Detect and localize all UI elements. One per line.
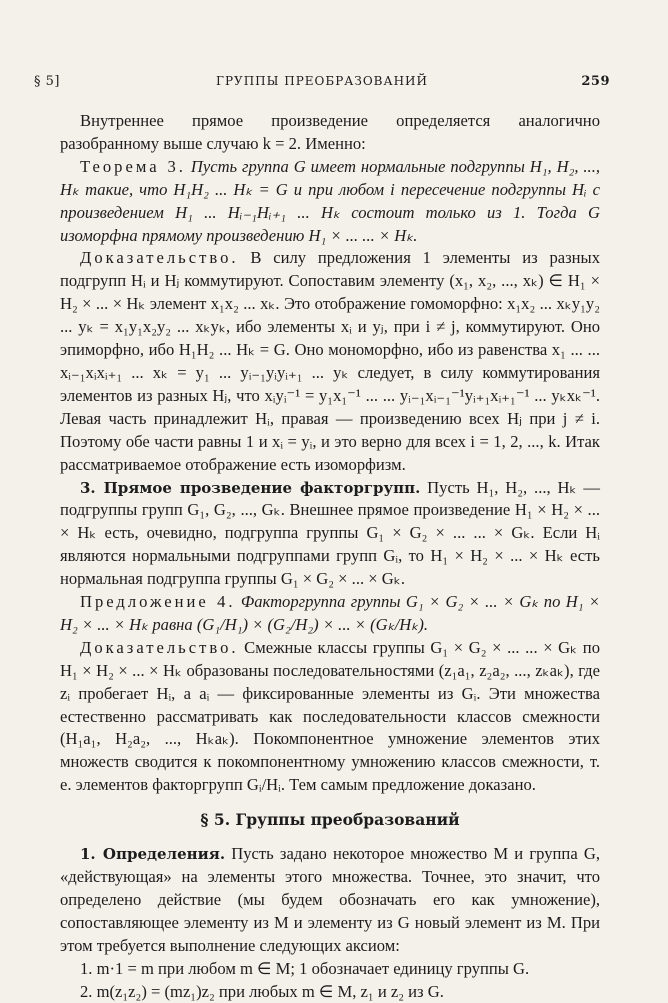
item-3-heading: 3. Прямое прозведение факторгрупп.: [80, 478, 421, 497]
section-mark: § 5]: [34, 74, 60, 89]
item-3: [60, 477, 600, 592]
page-body: [60, 110, 600, 1003]
proof-label: Доказательство.: [80, 248, 239, 268]
paragraph-intro: Внутреннее прямое произведение определяется аналогично разобранному выше случаю k = 2. Именно:: [60, 111, 600, 153]
running-header: [34, 74, 610, 94]
proof-theorem-3: [60, 247, 600, 476]
theorem-statement: Пусть группа G имеет нормальные подгруппы H₁, H₂, ..., Hₖ такие, что H₁H₂ ... Hₖ = G и при любом i пересечение подгруппы Hᵢ с произведением H₁ ... Hᵢ₋₁Hᵢ₊₁ ... Hₖ состоит только из 1. Тогда G изоморфна прямому произведению H₁ × ... ... × Hₖ.: [60, 156, 600, 245]
proposition-4: [60, 591, 600, 637]
axiom-2: 2. m(z₁z₂) = (mz₁)z₂ при любых m ∈ M, z₁ и z₂ из G.: [80, 981, 444, 1001]
theorem-label: Теорема 3.: [80, 156, 186, 176]
item-1-text: Пусть задано некоторое множество M и группа G, «действующая» на элементы этого множества. Точнее, это значит, что определено действие (мы будем обозначать его как умножение), сопоставляющее элементу из M и элементу из G новый элемент из M. При этом требуется выполнение следующих аксиом:: [60, 844, 601, 955]
proposition-label: Предложение 4.: [80, 592, 236, 612]
axiom-1: 1. m·1 = m при любом m ∈ M; 1 обозначает единицу группы G.: [80, 958, 530, 978]
theorem-3: [60, 156, 600, 248]
running-title: ГРУППЫ ПРЕОБРАЗОВАНИЙ: [216, 74, 428, 88]
proof-proposition-4: [60, 637, 600, 797]
item-1-heading: 1. Определения.: [80, 845, 226, 864]
section-title: § 5. Группы преобразований: [200, 810, 460, 830]
proof-text: В силу предложения 1 элементы из разных подгрупп Hᵢ и Hⱼ коммутируют. Сопоставим элементу (x₁, x₂, ..., xₖ) ∈ H₁ × H₂ × ... × Hₖ элемент x₁x₂ ... xₖ. Это отображение гомоморфно: x₁x₂ ... xₖy₁y₂ ... yₖ = x₁y₁x₂y₂ ... xₖyₖ, ибо элементы xᵢ и yⱼ, при i ≠ j, коммутируют. Оно эпиморфно, ибо H₁H₂ ... Hₖ = G. Оно мономорфно, ибо из равенства x₁ ... ... xᵢ₋₁xᵢxᵢ₊₁ ... xₖ = y₁ ... yᵢ₋₁yᵢyᵢ₊₁ ... yₖ следует, в силу коммутирования элементов из разных Hⱼ, что xᵢyᵢ⁻¹ = y₁x₁⁻¹ ... ... yᵢ₋₁xᵢ₋₁⁻¹yᵢ₊₁xᵢ₊₁⁻¹ ... yₖxₖ⁻¹. Левая часть принадлежит Hᵢ, правая — произведению всех Hⱼ при j ≠ i. Поэтому обе части равны 1 и xᵢ = yᵢ, и это верно для всех i = 1, 2, ..., k. Итак рассматриваемое отображение есть изоморфизм.: [60, 248, 600, 474]
item-1: [60, 843, 600, 958]
proof-label-2: Доказательство.: [80, 637, 239, 657]
proposition-statement: Факторгруппа группы G₁ × G₂ × ... × Gₖ по H₁ × H₂ × ... × Hₖ равна (G₁/H₁) × (G₂/H₂) × ... × (Gₖ/Hₖ).: [60, 592, 600, 634]
proof-text-2: Смежные классы группы G₁ × G₂ × ... ... × Gₖ по H₁ × H₂ × ... × Hₖ образованы последовательностями (z₁a₁, z₂a₂, ..., zₖaₖ), где zᵢ пробегает Hᵢ, а aᵢ — фиксированные элементы из Gᵢ. Эти множества естественно рассматривать как последовательности классов смежности (H₁a₁, H₂a₂, ..., Hₖaₖ). Покомпонентное умножение элементов этих множеств сводится к покомпонентному умножению классов смежности, т. е. элементов факторгрупп Gᵢ/Hᵢ. Тем самым предложение доказано.: [60, 637, 600, 795]
page-number: 259: [581, 74, 610, 89]
item-3-text: Пусть H₁, H₂, ..., Hₖ — подгруппы групп G₁, G₂, ..., Gₖ. Внешнее прямое произведение H₁ × H₂ × ... × Hₖ есть, очевидно, подгруппа группы G₁ × G₂ × ... ... × Gₖ. Если Hᵢ являются нормальными подгруппами групп Gᵢ, то H₁ × H₂ × ... × Hₖ есть нормальная подгруппа группы G₁ × G₂ × ... × Gₖ.: [60, 477, 600, 589]
